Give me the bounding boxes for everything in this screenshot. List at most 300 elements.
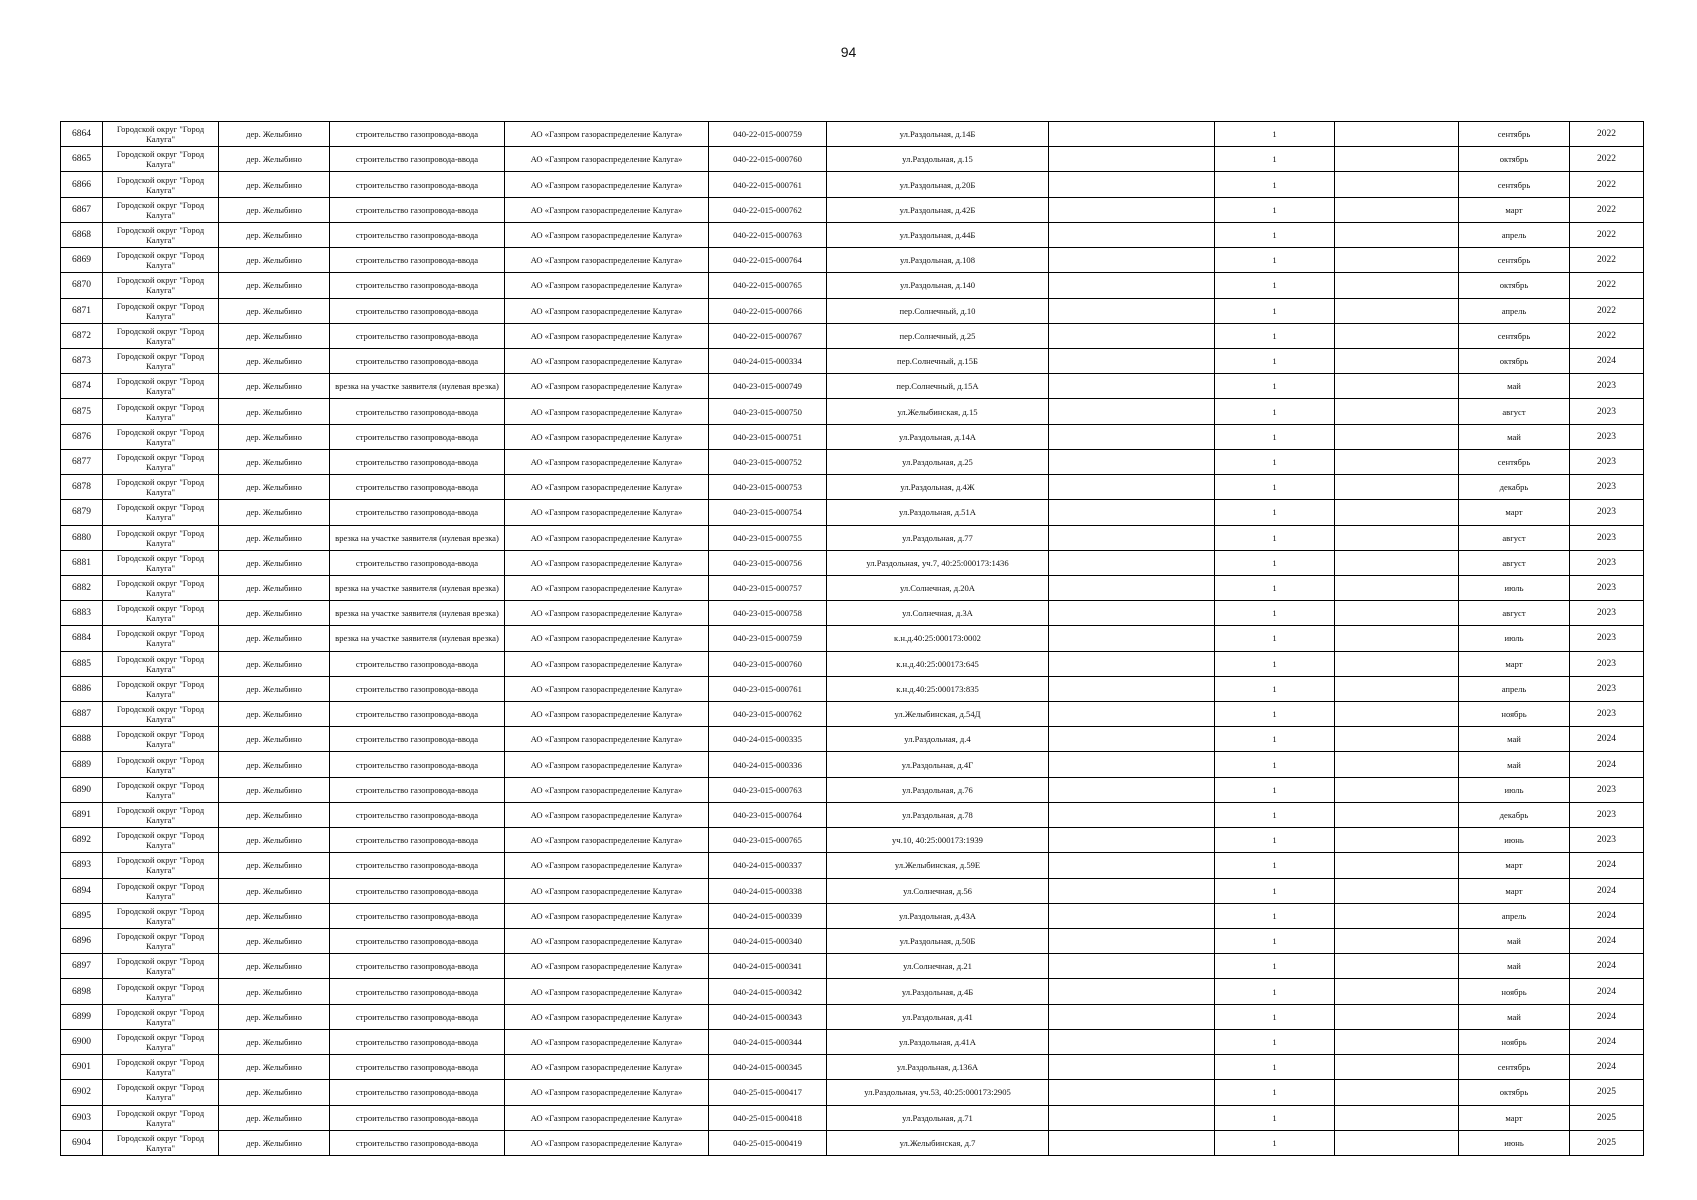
month-cell: март: [1459, 500, 1570, 525]
organization-cell: АО «Газпром газораспределение Калуга»: [505, 601, 709, 626]
object-code-cell: 040-23-015-000758: [709, 601, 827, 626]
object-code-cell: 040-24-015-000339: [709, 903, 827, 928]
empty-cell: [1335, 222, 1459, 247]
year-cell: 2024: [1570, 979, 1644, 1004]
quantity-cell: 1: [1215, 979, 1335, 1004]
table-row: [61, 222, 1644, 247]
year-cell: 2025: [1570, 1130, 1644, 1155]
settlement-cell: дер. Желыбино: [219, 1105, 330, 1130]
work-type-cell: строительство газопровода-ввода: [330, 1080, 505, 1105]
quantity-cell: 1: [1215, 802, 1335, 827]
organization-cell: АО «Газпром газораспределение Калуга»: [505, 1004, 709, 1029]
empty-cell: [1049, 979, 1215, 1004]
table-row: [61, 626, 1644, 651]
organization-cell: АО «Газпром газораспределение Калуга»: [505, 575, 709, 600]
municipality-cell: Городской округ "Город Калуга": [103, 777, 219, 802]
address-cell: ул.Раздольная, д.4Г: [827, 752, 1049, 777]
work-type-cell: строительство газопровода-ввода: [330, 903, 505, 928]
address-cell: к.н.д.40:25:000173:0002: [827, 626, 1049, 651]
quantity-cell: 1: [1215, 903, 1335, 928]
municipality-cell: Городской округ "Город Калуга": [103, 1080, 219, 1105]
municipality-cell: Городской округ "Город Калуга": [103, 122, 219, 147]
address-cell: ул.Раздольная, д.77: [827, 525, 1049, 550]
empty-cell: [1049, 853, 1215, 878]
year-cell: 2023: [1570, 828, 1644, 853]
empty-cell: [1335, 1130, 1459, 1155]
quantity-cell: 1: [1215, 1004, 1335, 1029]
month-cell: апрель: [1459, 222, 1570, 247]
organization-cell: АО «Газпром газораспределение Калуга»: [505, 273, 709, 298]
organization-cell: АО «Газпром газораспределение Калуга»: [505, 802, 709, 827]
municipality-cell: Городской округ "Город Калуга": [103, 424, 219, 449]
table-row: [61, 702, 1644, 727]
object-code-cell: 040-22-015-000759: [709, 122, 827, 147]
table-row: [61, 550, 1644, 575]
row-number: 6888: [61, 727, 103, 752]
quantity-cell: 1: [1215, 676, 1335, 701]
work-type-cell: строительство газопровода-ввода: [330, 1130, 505, 1155]
address-cell: пер.Солнечный, д.25: [827, 323, 1049, 348]
quantity-cell: 1: [1215, 1130, 1335, 1155]
empty-cell: [1049, 298, 1215, 323]
table-row: [61, 172, 1644, 197]
object-code-cell: 040-24-015-000337: [709, 853, 827, 878]
row-number: 6894: [61, 878, 103, 903]
work-type-cell: строительство газопровода-ввода: [330, 298, 505, 323]
row-number: 6866: [61, 172, 103, 197]
year-cell: 2024: [1570, 929, 1644, 954]
table-row: [61, 676, 1644, 701]
municipality-cell: Городской округ "Город Калуга": [103, 172, 219, 197]
table-row: [61, 979, 1644, 1004]
address-cell: ул.Раздольная, д.140: [827, 273, 1049, 298]
empty-cell: [1049, 424, 1215, 449]
organization-cell: АО «Газпром газораспределение Калуга»: [505, 348, 709, 373]
municipality-cell: Городской округ "Город Калуга": [103, 954, 219, 979]
object-code-cell: 040-22-015-000764: [709, 248, 827, 273]
work-type-cell: строительство газопровода-ввода: [330, 323, 505, 348]
month-cell: август: [1459, 550, 1570, 575]
empty-cell: [1049, 374, 1215, 399]
row-number: 6883: [61, 601, 103, 626]
municipality-cell: Городской округ "Город Калуга": [103, 601, 219, 626]
empty-cell: [1335, 777, 1459, 802]
address-cell: ул.Солнечная, д.3А: [827, 601, 1049, 626]
year-cell: 2023: [1570, 475, 1644, 500]
quantity-cell: 1: [1215, 424, 1335, 449]
organization-cell: АО «Газпром газораспределение Калуга»: [505, 122, 709, 147]
row-number: 6870: [61, 273, 103, 298]
work-type-cell: строительство газопровода-ввода: [330, 777, 505, 802]
settlement-cell: дер. Желыбино: [219, 979, 330, 1004]
quantity-cell: 1: [1215, 172, 1335, 197]
row-number: 6864: [61, 122, 103, 147]
address-cell: к.н.д.40:25:000173:835: [827, 676, 1049, 701]
work-type-cell: строительство газопровода-ввода: [330, 828, 505, 853]
row-number: 6867: [61, 197, 103, 222]
work-type-cell: строительство газопровода-ввода: [330, 424, 505, 449]
row-number: 6898: [61, 979, 103, 1004]
year-cell: 2022: [1570, 248, 1644, 273]
work-type-cell: врезка на участке заявителя (нулевая врезка): [330, 374, 505, 399]
empty-cell: [1335, 651, 1459, 676]
address-cell: ул.Солнечная, д.56: [827, 878, 1049, 903]
organization-cell: АО «Газпром газораспределение Калуга»: [505, 752, 709, 777]
row-number: 6886: [61, 676, 103, 701]
object-code-cell: 040-25-015-000417: [709, 1080, 827, 1105]
settlement-cell: дер. Желыбино: [219, 222, 330, 247]
settlement-cell: дер. Желыбино: [219, 348, 330, 373]
month-cell: май: [1459, 727, 1570, 752]
empty-cell: [1049, 273, 1215, 298]
empty-cell: [1335, 1080, 1459, 1105]
quantity-cell: 1: [1215, 575, 1335, 600]
work-type-cell: строительство газопровода-ввода: [330, 802, 505, 827]
object-code-cell: 040-23-015-000765: [709, 828, 827, 853]
row-number: 6876: [61, 424, 103, 449]
row-number: 6875: [61, 399, 103, 424]
object-code-cell: 040-24-015-000344: [709, 1029, 827, 1054]
settlement-cell: дер. Желыбино: [219, 323, 330, 348]
municipality-cell: Городской округ "Город Калуга": [103, 273, 219, 298]
empty-cell: [1335, 122, 1459, 147]
address-cell: ул.Раздольная, д.78: [827, 802, 1049, 827]
empty-cell: [1049, 1130, 1215, 1155]
month-cell: июль: [1459, 575, 1570, 600]
month-cell: сентябрь: [1459, 1055, 1570, 1080]
row-number: 6900: [61, 1029, 103, 1054]
address-cell: ул.Раздольная, уч.53, 40:25:000173:2905: [827, 1080, 1049, 1105]
table-row: [61, 853, 1644, 878]
year-cell: 2023: [1570, 550, 1644, 575]
organization-cell: АО «Газпром газораспределение Калуга»: [505, 1130, 709, 1155]
year-cell: 2023: [1570, 374, 1644, 399]
year-cell: 2022: [1570, 222, 1644, 247]
row-number: 6890: [61, 777, 103, 802]
table-row: [61, 727, 1644, 752]
object-code-cell: 040-23-015-000756: [709, 550, 827, 575]
table-row: [61, 323, 1644, 348]
row-number: 6891: [61, 802, 103, 827]
year-cell: 2023: [1570, 449, 1644, 474]
object-code-cell: 040-23-015-000764: [709, 802, 827, 827]
object-code-cell: 040-25-015-000419: [709, 1130, 827, 1155]
municipality-cell: Городской округ "Город Калуга": [103, 298, 219, 323]
work-type-cell: врезка на участке заявителя (нулевая врезка): [330, 525, 505, 550]
table-row: [61, 449, 1644, 474]
organization-cell: АО «Газпром газораспределение Калуга»: [505, 903, 709, 928]
work-type-cell: врезка на участке заявителя (нулевая врезка): [330, 601, 505, 626]
row-number: 6902: [61, 1080, 103, 1105]
work-type-cell: строительство газопровода-ввода: [330, 550, 505, 575]
empty-cell: [1049, 1004, 1215, 1029]
settlement-cell: дер. Желыбино: [219, 1080, 330, 1105]
work-type-cell: врезка на участке заявителя (нулевая врезка): [330, 575, 505, 600]
settlement-cell: дер. Желыбино: [219, 374, 330, 399]
quantity-cell: 1: [1215, 500, 1335, 525]
municipality-cell: Городской округ "Город Калуга": [103, 475, 219, 500]
year-cell: 2024: [1570, 752, 1644, 777]
row-number: 6903: [61, 1105, 103, 1130]
object-code-cell: 040-23-015-000754: [709, 500, 827, 525]
organization-cell: АО «Газпром газораспределение Калуга»: [505, 1055, 709, 1080]
year-cell: 2023: [1570, 500, 1644, 525]
work-type-cell: строительство газопровода-ввода: [330, 399, 505, 424]
object-code-cell: 040-23-015-000760: [709, 651, 827, 676]
quantity-cell: 1: [1215, 651, 1335, 676]
empty-cell: [1335, 298, 1459, 323]
row-number: 6868: [61, 222, 103, 247]
month-cell: март: [1459, 1105, 1570, 1130]
work-type-cell: строительство газопровода-ввода: [330, 702, 505, 727]
object-code-cell: 040-23-015-000759: [709, 626, 827, 651]
organization-cell: АО «Газпром газораспределение Калуга»: [505, 727, 709, 752]
address-cell: пер.Солнечный, д.15Б: [827, 348, 1049, 373]
table-row: [61, 929, 1644, 954]
month-cell: сентябрь: [1459, 248, 1570, 273]
address-cell: ул.Раздольная, д.76: [827, 777, 1049, 802]
address-cell: ул.Раздольная, д.108: [827, 248, 1049, 273]
settlement-cell: дер. Желыбино: [219, 676, 330, 701]
quantity-cell: 1: [1215, 222, 1335, 247]
empty-cell: [1335, 525, 1459, 550]
month-cell: июнь: [1459, 1130, 1570, 1155]
address-cell: ул.Раздольная, д.41: [827, 1004, 1049, 1029]
month-cell: октябрь: [1459, 348, 1570, 373]
organization-cell: АО «Газпром газораспределение Калуга»: [505, 651, 709, 676]
row-number: 6889: [61, 752, 103, 777]
address-cell: ул.Желыбинская, д.15: [827, 399, 1049, 424]
quantity-cell: 1: [1215, 601, 1335, 626]
month-cell: июнь: [1459, 828, 1570, 853]
organization-cell: АО «Газпром газораспределение Калуга»: [505, 777, 709, 802]
year-cell: 2024: [1570, 853, 1644, 878]
work-type-cell: строительство газопровода-ввода: [330, 676, 505, 701]
address-cell: пер.Солнечный, д.15А: [827, 374, 1049, 399]
settlement-cell: дер. Желыбино: [219, 500, 330, 525]
year-cell: 2025: [1570, 1080, 1644, 1105]
quantity-cell: 1: [1215, 122, 1335, 147]
work-type-cell: врезка на участке заявителя (нулевая врезка): [330, 626, 505, 651]
table-row: [61, 802, 1644, 827]
year-cell: 2023: [1570, 525, 1644, 550]
quantity-cell: 1: [1215, 1080, 1335, 1105]
settlement-cell: дер. Желыбино: [219, 248, 330, 273]
settlement-cell: дер. Желыбино: [219, 601, 330, 626]
empty-cell: [1049, 727, 1215, 752]
settlement-cell: дер. Желыбино: [219, 197, 330, 222]
empty-cell: [1049, 248, 1215, 273]
month-cell: октябрь: [1459, 273, 1570, 298]
empty-cell: [1335, 929, 1459, 954]
quantity-cell: 1: [1215, 525, 1335, 550]
organization-cell: АО «Газпром газораспределение Калуга»: [505, 374, 709, 399]
table-row: [61, 777, 1644, 802]
municipality-cell: Городской округ "Город Калуга": [103, 1105, 219, 1130]
object-code-cell: 040-23-015-000762: [709, 702, 827, 727]
settlement-cell: дер. Желыбино: [219, 853, 330, 878]
row-number: 6899: [61, 1004, 103, 1029]
empty-cell: [1049, 550, 1215, 575]
organization-cell: АО «Газпром газораспределение Калуга»: [505, 1105, 709, 1130]
register-rows: [61, 122, 1644, 1156]
object-code-cell: 040-22-015-000767: [709, 323, 827, 348]
organization-cell: АО «Газпром газораспределение Калуга»: [505, 248, 709, 273]
settlement-cell: дер. Желыбино: [219, 929, 330, 954]
row-number: 6892: [61, 828, 103, 853]
empty-cell: [1335, 374, 1459, 399]
month-cell: декабрь: [1459, 802, 1570, 827]
quantity-cell: 1: [1215, 449, 1335, 474]
table-row: [61, 828, 1644, 853]
month-cell: май: [1459, 954, 1570, 979]
month-cell: сентябрь: [1459, 323, 1570, 348]
empty-cell: [1335, 601, 1459, 626]
empty-cell: [1049, 651, 1215, 676]
work-type-cell: строительство газопровода-ввода: [330, 475, 505, 500]
table-row: [61, 197, 1644, 222]
year-cell: 2024: [1570, 878, 1644, 903]
year-cell: 2023: [1570, 676, 1644, 701]
object-code-cell: 040-23-015-000749: [709, 374, 827, 399]
address-cell: ул.Раздольная, д.41А: [827, 1029, 1049, 1054]
empty-cell: [1335, 903, 1459, 928]
empty-cell: [1335, 449, 1459, 474]
row-number: 6877: [61, 449, 103, 474]
empty-cell: [1049, 1029, 1215, 1054]
table-row: [61, 651, 1644, 676]
empty-cell: [1049, 601, 1215, 626]
row-number: 6865: [61, 147, 103, 172]
empty-cell: [1049, 878, 1215, 903]
municipality-cell: Городской округ "Город Калуга": [103, 878, 219, 903]
municipality-cell: Городской округ "Город Калуга": [103, 348, 219, 373]
year-cell: 2024: [1570, 727, 1644, 752]
address-cell: ул.Раздольная, д.51А: [827, 500, 1049, 525]
object-code-cell: 040-24-015-000335: [709, 727, 827, 752]
object-code-cell: 040-24-015-000340: [709, 929, 827, 954]
month-cell: май: [1459, 374, 1570, 399]
table-row: [61, 424, 1644, 449]
empty-cell: [1049, 475, 1215, 500]
row-number: 6897: [61, 954, 103, 979]
work-type-cell: строительство газопровода-ввода: [330, 979, 505, 1004]
quantity-cell: 1: [1215, 323, 1335, 348]
table-row: [61, 147, 1644, 172]
municipality-cell: Городской округ "Город Калуга": [103, 1130, 219, 1155]
empty-cell: [1335, 727, 1459, 752]
quantity-cell: 1: [1215, 374, 1335, 399]
settlement-cell: дер. Желыбино: [219, 777, 330, 802]
year-cell: 2022: [1570, 323, 1644, 348]
table-row: [61, 878, 1644, 903]
month-cell: март: [1459, 651, 1570, 676]
settlement-cell: дер. Желыбино: [219, 702, 330, 727]
municipality-cell: Городской округ "Город Калуга": [103, 222, 219, 247]
empty-cell: [1049, 1055, 1215, 1080]
municipality-cell: Городской округ "Город Калуга": [103, 676, 219, 701]
empty-cell: [1335, 828, 1459, 853]
address-cell: ул.Раздольная, д.4Б: [827, 979, 1049, 1004]
settlement-cell: дер. Желыбино: [219, 954, 330, 979]
settlement-cell: дер. Желыбино: [219, 1055, 330, 1080]
empty-cell: [1049, 122, 1215, 147]
year-cell: 2022: [1570, 197, 1644, 222]
row-number: 6893: [61, 853, 103, 878]
month-cell: сентябрь: [1459, 172, 1570, 197]
empty-cell: [1335, 979, 1459, 1004]
address-cell: ул.Раздольная, д.44Б: [827, 222, 1049, 247]
quantity-cell: 1: [1215, 147, 1335, 172]
settlement-cell: дер. Желыбино: [219, 828, 330, 853]
organization-cell: АО «Газпром газораспределение Калуга»: [505, 550, 709, 575]
empty-cell: [1049, 1105, 1215, 1130]
address-cell: ул.Раздольная, д.50Б: [827, 929, 1049, 954]
organization-cell: АО «Газпром газораспределение Калуга»: [505, 626, 709, 651]
organization-cell: АО «Газпром газораспределение Калуга»: [505, 147, 709, 172]
municipality-cell: Городской округ "Город Калуга": [103, 399, 219, 424]
organization-cell: АО «Газпром газораспределение Калуга»: [505, 525, 709, 550]
month-cell: октябрь: [1459, 1080, 1570, 1105]
month-cell: март: [1459, 878, 1570, 903]
month-cell: август: [1459, 525, 1570, 550]
address-cell: к.н.д.40:25:000173:645: [827, 651, 1049, 676]
object-code-cell: 040-22-015-000765: [709, 273, 827, 298]
table-row: [61, 954, 1644, 979]
quantity-cell: 1: [1215, 626, 1335, 651]
organization-cell: АО «Газпром газораспределение Калуга»: [505, 676, 709, 701]
work-type-cell: строительство газопровода-ввода: [330, 1055, 505, 1080]
empty-cell: [1049, 777, 1215, 802]
month-cell: апрель: [1459, 298, 1570, 323]
organization-cell: АО «Газпром газораспределение Калуга»: [505, 929, 709, 954]
empty-cell: [1049, 702, 1215, 727]
address-cell: ул.Раздольная, уч.7, 40:25:000173:1436: [827, 550, 1049, 575]
settlement-cell: дер. Желыбино: [219, 802, 330, 827]
month-cell: октябрь: [1459, 147, 1570, 172]
settlement-cell: дер. Желыбино: [219, 273, 330, 298]
object-code-cell: 040-24-015-000345: [709, 1055, 827, 1080]
object-code-cell: 040-23-015-000763: [709, 777, 827, 802]
organization-cell: АО «Газпром газораспределение Калуга»: [505, 1029, 709, 1054]
municipality-cell: Городской округ "Город Калуга": [103, 626, 219, 651]
organization-cell: АО «Газпром газораспределение Калуга»: [505, 878, 709, 903]
row-number: 6885: [61, 651, 103, 676]
address-cell: ул.Раздольная, д.20Б: [827, 172, 1049, 197]
quantity-cell: 1: [1215, 197, 1335, 222]
empty-cell: [1335, 424, 1459, 449]
settlement-cell: дер. Желыбино: [219, 449, 330, 474]
row-number: 6871: [61, 298, 103, 323]
year-cell: 2022: [1570, 172, 1644, 197]
municipality-cell: Городской округ "Город Калуга": [103, 1029, 219, 1054]
organization-cell: АО «Газпром газораспределение Калуга»: [505, 1080, 709, 1105]
row-number: 6881: [61, 550, 103, 575]
object-code-cell: 040-23-015-000755: [709, 525, 827, 550]
municipality-cell: Городской округ "Город Калуга": [103, 802, 219, 827]
month-cell: сентябрь: [1459, 122, 1570, 147]
year-cell: 2024: [1570, 1055, 1644, 1080]
object-code-cell: 040-24-015-000341: [709, 954, 827, 979]
empty-cell: [1049, 500, 1215, 525]
municipality-cell: Городской округ "Город Калуга": [103, 651, 219, 676]
settlement-cell: дер. Желыбино: [219, 903, 330, 928]
quantity-cell: 1: [1215, 727, 1335, 752]
table-row: [61, 248, 1644, 273]
register-table: [60, 121, 1644, 1156]
row-number: 6879: [61, 500, 103, 525]
month-cell: март: [1459, 197, 1570, 222]
